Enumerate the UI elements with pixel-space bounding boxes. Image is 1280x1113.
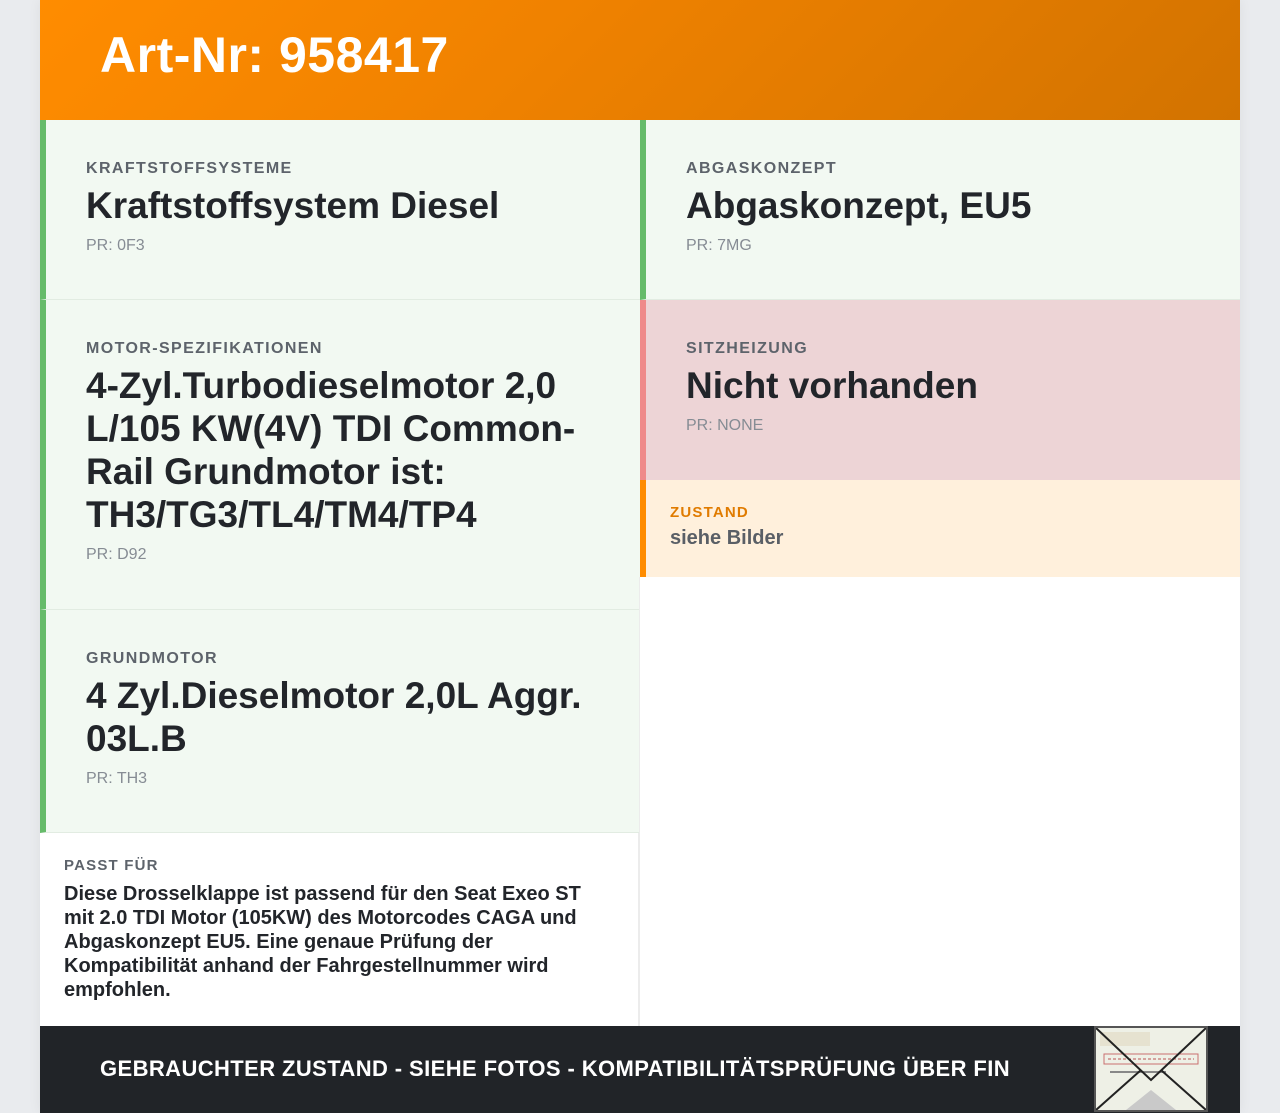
card-motor-spezifikationen — [40, 300, 640, 610]
card-abgaskonzept — [640, 120, 1240, 300]
product-sheet — [40, 0, 1240, 1113]
card-value: Kraftstoffsystem Diesel — [86, 185, 500, 226]
card-label: KRAFTSTOFFSYSTEME — [86, 160, 293, 177]
column-divider — [639, 577, 640, 1026]
header-bar — [40, 0, 1240, 120]
passt-fuer-text: Diese Drosselklappe ist passend für den Seat Exeo ST mit 2.0 TDI Motor (105KW) des Motorcodes CAGA und Abgaskonzept EU5. Eine genaue Prüfung der Kompatibilität anhand der Fahrgestellnummer wird empfohlen. — [64, 883, 581, 1001]
envelope-icon — [1096, 1028, 1206, 1110]
card-value: 4-Zyl.Turbodieselmotor 2,0 L/105 KW(4V) TDI Common-Rail Grundmotor ist: TH3/TG3/TL4/TM4/TP4 — [86, 365, 576, 535]
card-grundmotor — [40, 610, 640, 833]
card-label: MOTOR-SPEZIFIKATIONEN — [86, 340, 323, 357]
label-thumbnail-image[interactable] — [1094, 1026, 1208, 1112]
zustand-box — [640, 480, 1240, 577]
card-label: SITZHEIZUNG — [686, 340, 809, 357]
card-pr-code: PR: D92 — [86, 546, 147, 563]
zustand-value: siehe Bilder — [670, 527, 784, 549]
article-number-title: Art-Nr: 958417 — [100, 27, 449, 83]
card-sitzheizung — [640, 300, 1240, 480]
passt-fuer-section — [40, 833, 639, 1026]
card-pr-code: PR: 0F3 — [86, 237, 145, 254]
passt-fuer-label: PASST FÜR — [64, 857, 159, 874]
card-pr-code: PR: 7MG — [686, 237, 752, 254]
card-kraftstoffsysteme — [40, 120, 640, 300]
footer-text: GEBRAUCHTER ZUSTAND - SIEHE FOTOS - KOMPATIBILITÄTSPRÜFUNG ÜBER FIN — [100, 1056, 1011, 1081]
card-pr-code: PR: TH3 — [86, 770, 148, 787]
footer-bar — [40, 1026, 1240, 1113]
zustand-label: ZUSTAND — [670, 504, 749, 521]
card-value: Nicht vorhanden — [686, 365, 978, 406]
card-value: 4 Zyl.Dieselmotor 2,0L Aggr. 03L.B — [86, 675, 582, 759]
card-pr-code: PR: NONE — [686, 417, 764, 434]
card-value: Abgaskonzept, EU5 — [686, 185, 1032, 226]
card-label: GRUNDMOTOR — [86, 650, 218, 667]
card-label: ABGASKONZEPT — [686, 160, 838, 177]
